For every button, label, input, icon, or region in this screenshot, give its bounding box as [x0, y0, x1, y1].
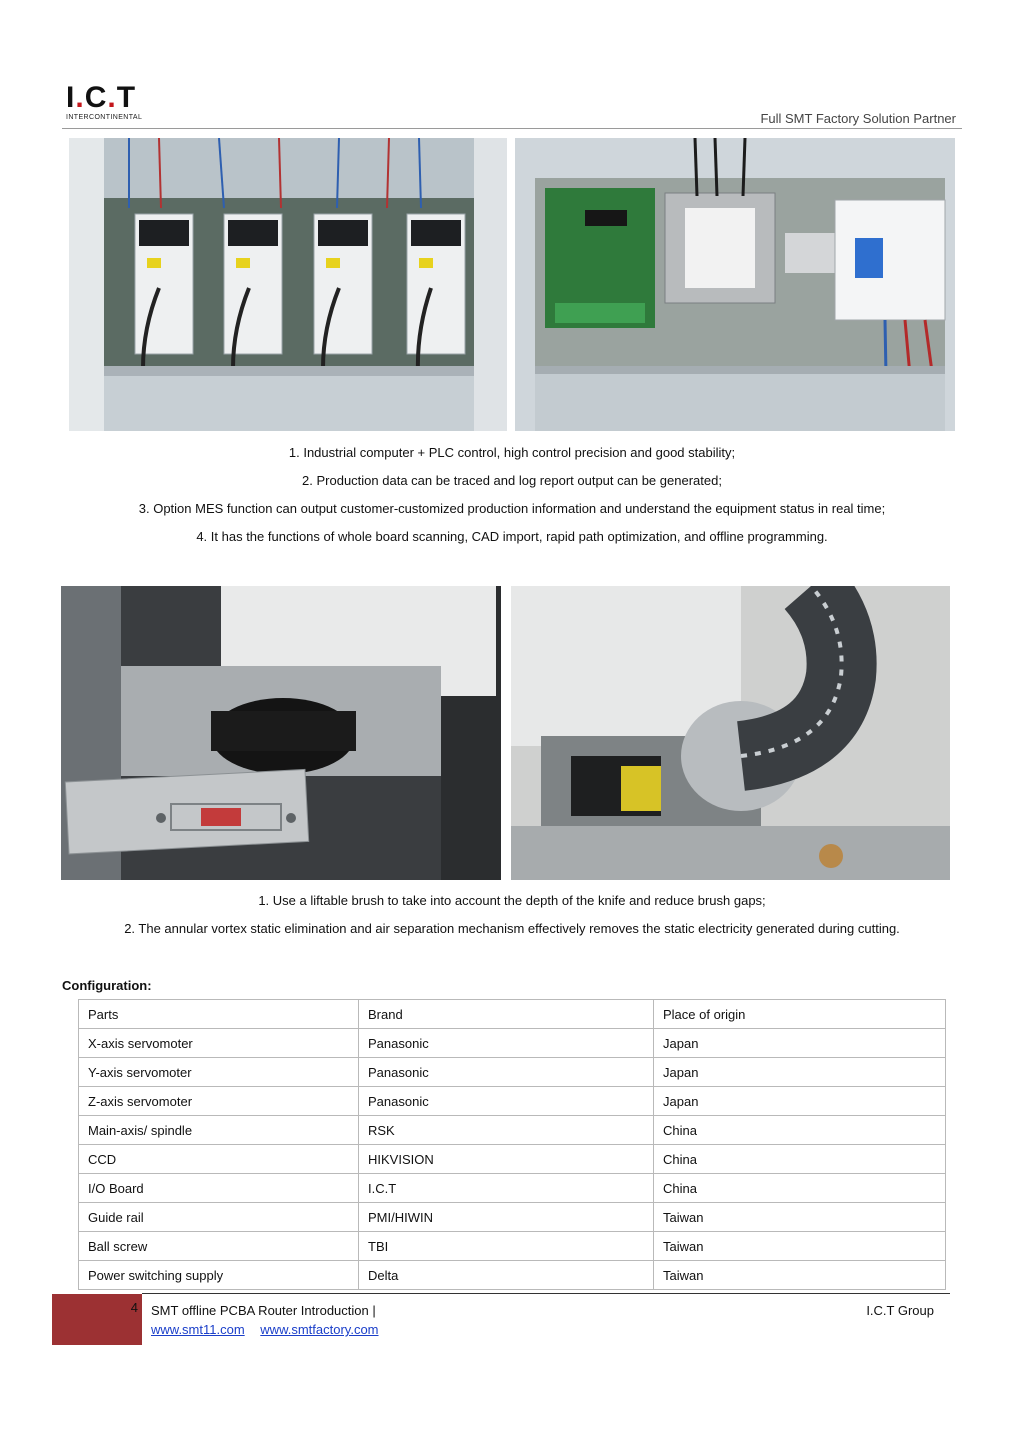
table-row — [79, 1145, 946, 1174]
caption-item: 2. The annular vortex static elimination and air separation mechanism effectively removes the static electricity generated during cutting. — [124, 921, 900, 936]
header-divider — [62, 128, 962, 129]
table-header-cell: Brand — [359, 1000, 654, 1029]
table-cell: Taiwan — [654, 1261, 946, 1290]
table-row — [79, 1232, 946, 1261]
footer-company: I.C.T Group — [866, 1303, 934, 1318]
footer-link-smt11[interactable]: www.smt11.com — [151, 1322, 245, 1337]
table-cell: Z-axis servomoter — [79, 1087, 359, 1116]
table-cell: PMI/HIWIN — [359, 1203, 654, 1232]
table-row — [79, 1261, 946, 1290]
table-cell: CCD — [79, 1145, 359, 1174]
caption-item: 2. Production data can be traced and log report output can be generated; — [302, 473, 722, 488]
photo-control-board — [515, 138, 955, 431]
table-cell: Delta — [359, 1261, 654, 1290]
table-cell: X-axis servomoter — [79, 1029, 359, 1058]
table-cell: Ball screw — [79, 1232, 359, 1261]
table-cell: Y-axis servomoter — [79, 1058, 359, 1087]
table-cell: HIKVISION — [359, 1145, 654, 1174]
table-cell: Panasonic — [359, 1087, 654, 1116]
configuration-table — [78, 999, 946, 1290]
table-cell: Main-axis/ spindle — [79, 1116, 359, 1145]
footer-link-smtfactory[interactable]: www.smtfactory.com — [260, 1322, 379, 1337]
table-cell: I.C.T — [359, 1174, 654, 1203]
table-cell: China — [654, 1174, 946, 1203]
logo-subtext: INTERCONTINENTAL — [66, 114, 143, 121]
table-cell: Panasonic — [359, 1058, 654, 1087]
table-cell: Taiwan — [654, 1232, 946, 1261]
section1-captions — [40, 444, 984, 556]
table-header-cell: Place of origin — [654, 1000, 946, 1029]
table-cell: Japan — [654, 1029, 946, 1058]
caption-item: 3. Option MES function can output customer-customized production information and understand the equipment status in real time; — [138, 501, 886, 516]
photo-liftable-brush — [61, 586, 501, 880]
table-cell: Guide rail — [79, 1203, 359, 1232]
table-cell: China — [654, 1145, 946, 1174]
configuration-title: Configuration: — [62, 978, 152, 993]
footer-divider — [142, 1293, 950, 1294]
table-row — [79, 1087, 946, 1116]
caption-item: 4. It has the functions of whole board scanning, CAD import, rapid path optimization, and offline programming. — [196, 529, 828, 544]
footer-title: SMT offline PCBA Router Introduction | — [151, 1303, 376, 1318]
company-logo — [66, 81, 156, 122]
table-header-row — [79, 1000, 946, 1029]
table-cell: Japan — [654, 1058, 946, 1087]
section2-captions — [40, 892, 984, 948]
table-row — [79, 1029, 946, 1058]
logo-mark: I.C.T — [66, 81, 137, 114]
photo-servo-drivers — [69, 138, 507, 431]
table-cell: TBI — [359, 1232, 654, 1261]
table-header-cell: Parts — [79, 1000, 359, 1029]
page-number: 4 — [130, 1300, 138, 1315]
table-cell: China — [654, 1116, 946, 1145]
caption-item: 1. Use a liftable brush to take into account the depth of the knife and reduce brush gaps; — [258, 893, 766, 908]
caption-item: 1. Industrial computer + PLC control, high control precision and good stability; — [288, 445, 736, 460]
table-cell: Taiwan — [654, 1203, 946, 1232]
photo-vortex-static-eliminator — [511, 586, 950, 880]
table-row — [79, 1058, 946, 1087]
table-cell: RSK — [359, 1116, 654, 1145]
table-cell: Japan — [654, 1087, 946, 1116]
table-row — [79, 1174, 946, 1203]
table-cell: Panasonic — [359, 1029, 654, 1058]
header-tagline: Full SMT Factory Solution Partner — [760, 111, 956, 126]
table-row — [79, 1203, 946, 1232]
table-cell: Power switching supply — [79, 1261, 359, 1290]
table-row — [79, 1116, 946, 1145]
footer-links — [151, 1322, 391, 1337]
table-cell: I/O Board — [79, 1174, 359, 1203]
